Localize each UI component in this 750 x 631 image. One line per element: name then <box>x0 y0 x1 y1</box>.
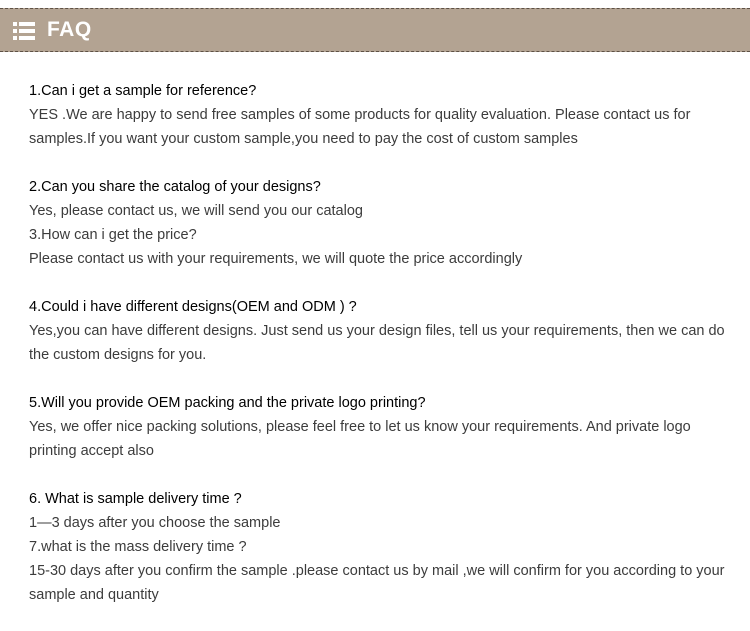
list-icon <box>13 22 35 40</box>
question-1: 1.Can i get a sample for reference? <box>29 83 257 99</box>
question-5: 5.Will you provide OEM packing and the private logo printing? <box>29 395 426 411</box>
faq-item-5 <box>29 391 729 463</box>
question-4: 4.Could i have different designs(OEM and ODM ) ? <box>29 299 357 315</box>
faq-title: FAQ <box>47 18 92 41</box>
question-3: 3.How can i get the price? <box>29 227 197 243</box>
faq-list <box>29 79 729 631</box>
answer-6: 1—3 days after you choose the sample <box>29 515 281 531</box>
faq-item-2 <box>29 175 729 271</box>
answer-7: 15-30 days after you confirm the sample .please contact us by mail ,we will confirm for you according to your sample and quantity <box>29 563 725 603</box>
question-6: 6. What is sample delivery time ? <box>29 491 242 507</box>
question-7: 7.what is the mass delivery time ? <box>29 539 247 555</box>
faq-item-4 <box>29 295 729 367</box>
answer-4: Yes,you can have different designs. Just send us your design files, tell us your requirements, then we can do the custom designs for you. <box>29 323 725 363</box>
faq-header <box>0 8 750 52</box>
faq-item-6 <box>29 487 729 607</box>
question-2: 2.Can you share the catalog of your designs? <box>29 179 321 195</box>
answer-5: Yes, we offer nice packing solutions, please feel free to let us know your requirements. And private logo printing accept also <box>29 419 691 459</box>
answer-3: Please contact us with your requirements, we will quote the price accordingly <box>29 251 523 267</box>
answer-2: Yes, please contact us, we will send you our catalog <box>29 203 363 219</box>
answer-1: YES .We are happy to send free samples of some products for quality evaluation. Please contact us for samples.If you want your custom sample,you need to pay the cost of custom samples <box>29 107 691 147</box>
faq-item-1 <box>29 79 729 151</box>
